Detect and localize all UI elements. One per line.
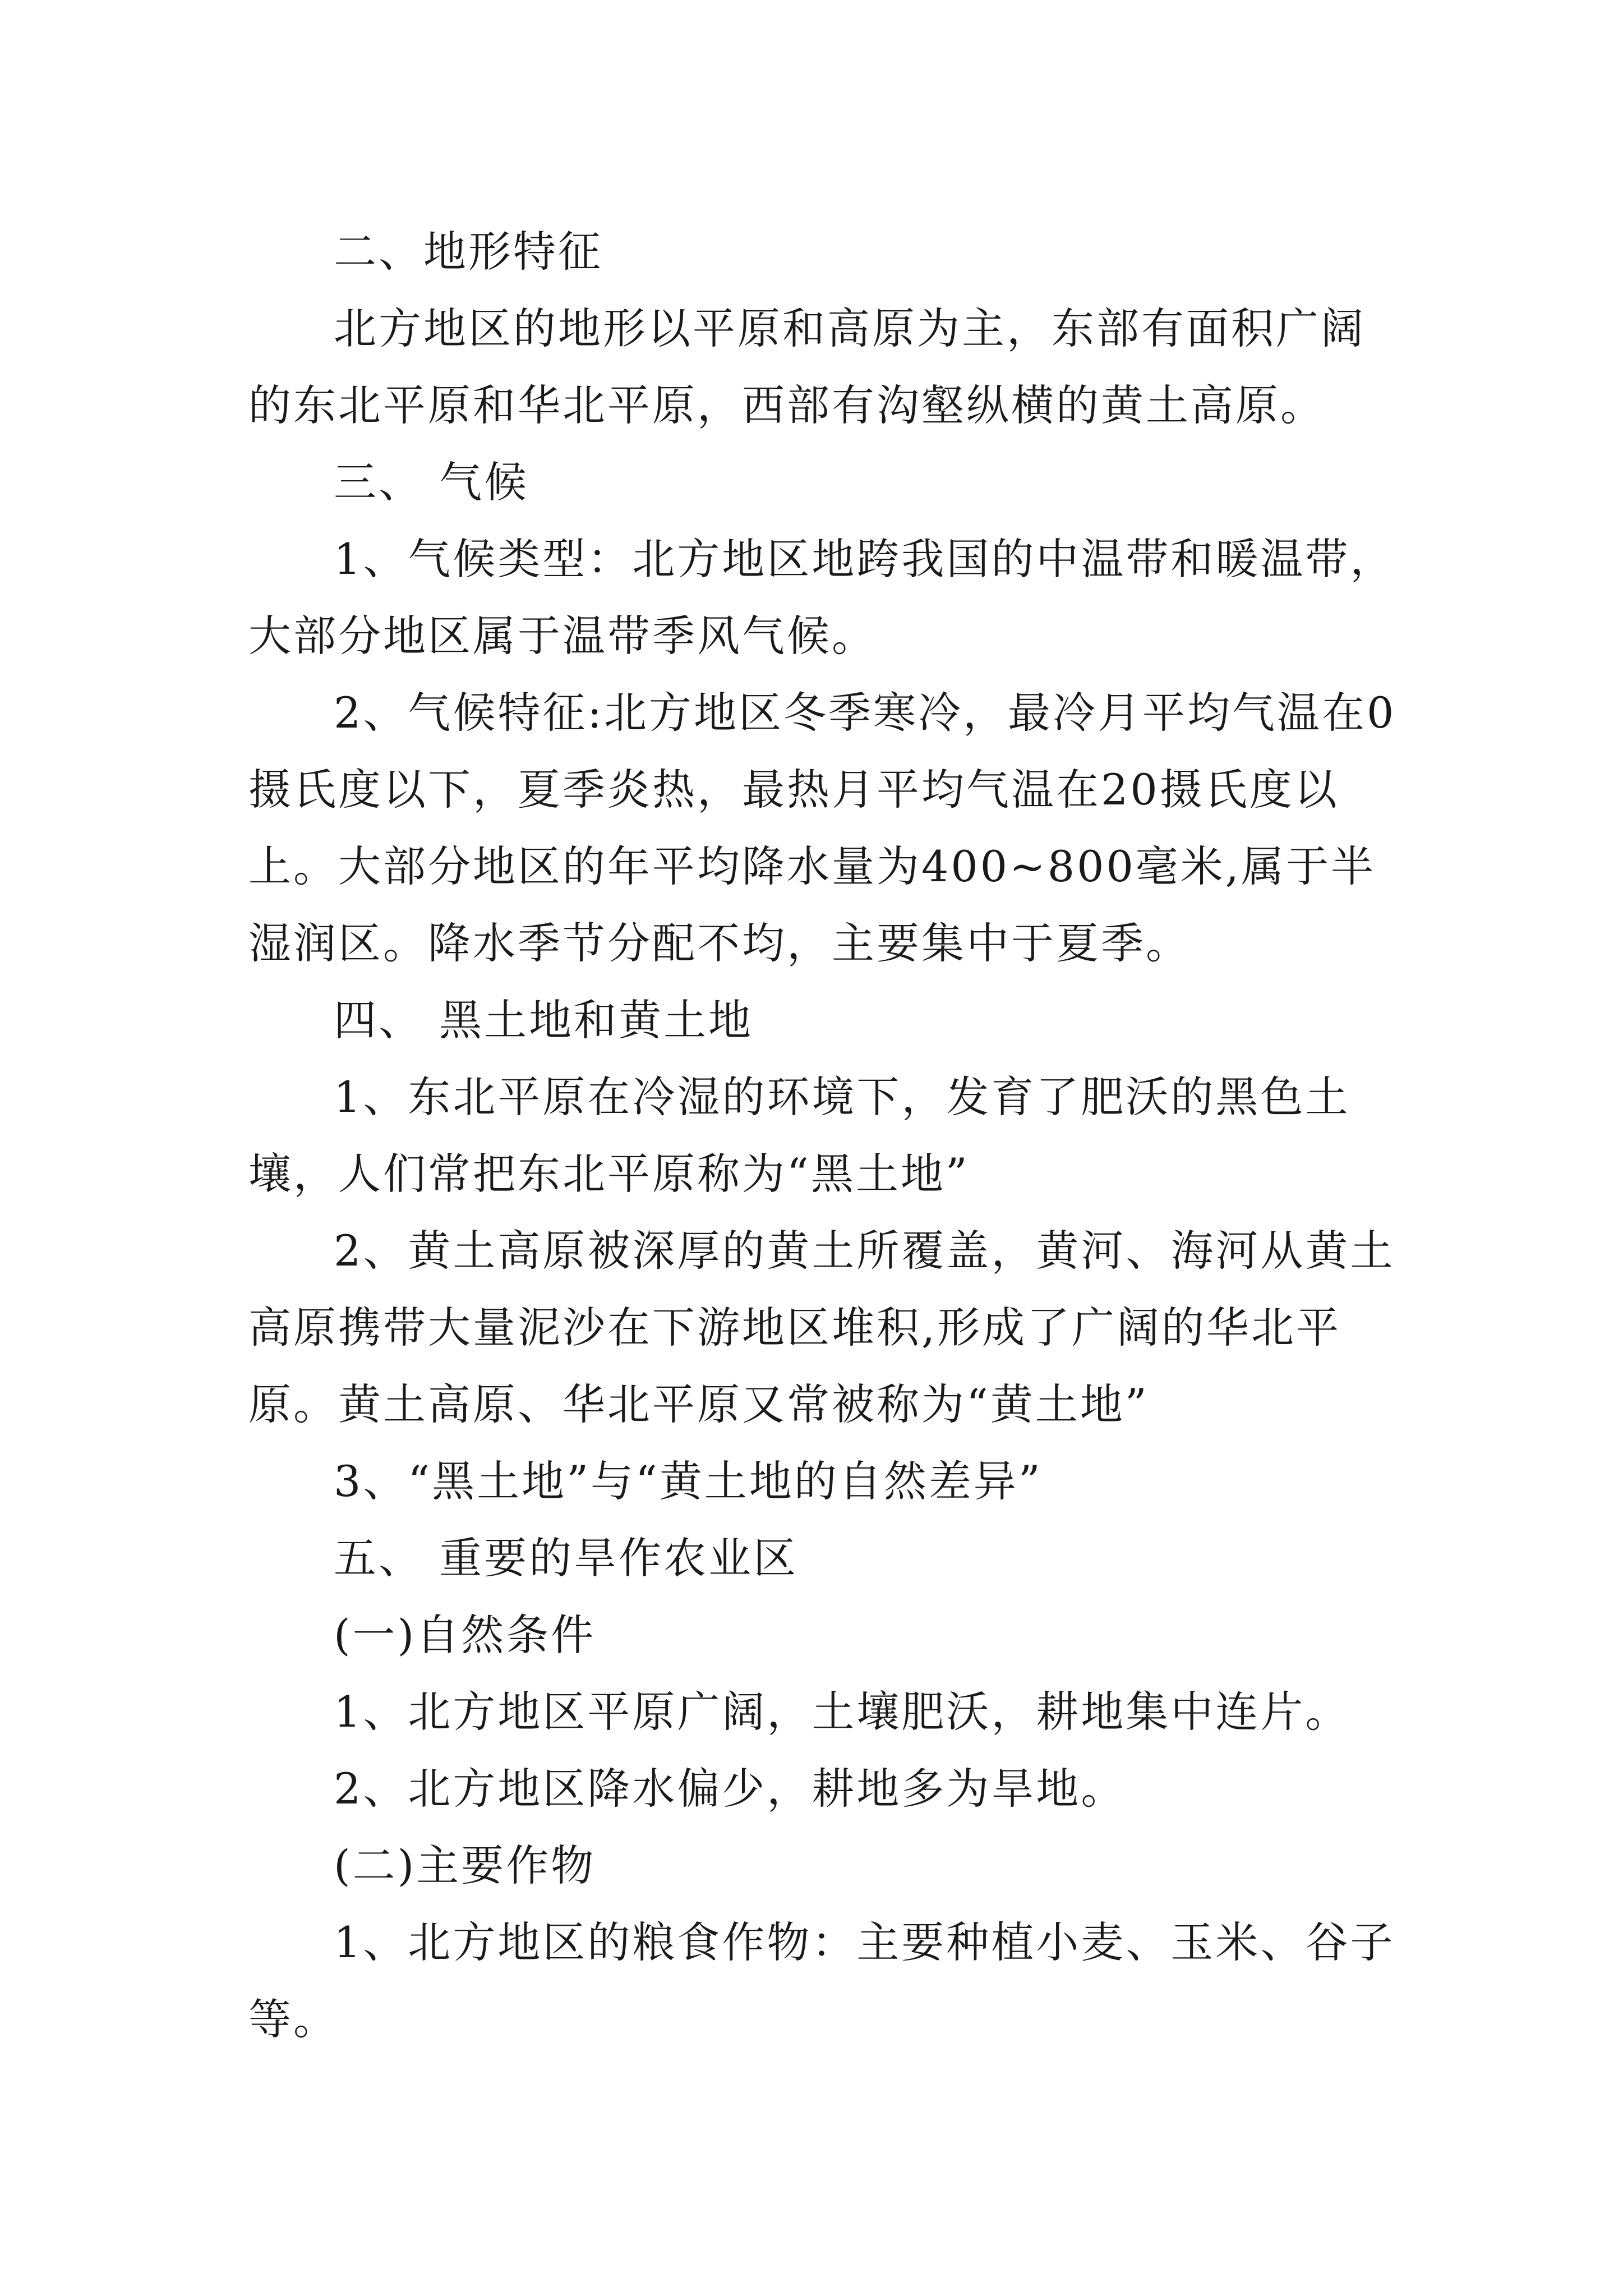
section-heading-climate: 三、 气候 [334,457,529,507]
document-body [248,213,1404,2058]
condition-1-paragraph: 1、北方地区平原广阔，土壤肥沃，耕地集中连片。 [334,1687,1350,1737]
section-heading-agriculture: 五、 重要的旱作农业区 [334,1533,799,1583]
condition-2-paragraph: 2、北方地区降水偏少，耕地多为旱地。 [334,1764,1126,1814]
subheading-main-crops: (二)主要作物 [334,1841,596,1890]
yellow-soil-paragraph: 2、黄土高原被深厚的黄土所覆盖，黄河、海河从黄土高原携带大量泥沙在下游地区堆积,形成了广阔的华北平原。黄土高原、华北平原又常被称为“黄土地” [248,1226,1395,1429]
subheading-natural-conditions: (一)自然条件 [334,1610,596,1660]
section-heading-terrain: 二、地形特征 [334,227,603,277]
climate-type-paragraph: 1、气候类型：北方地区地跨我国的中温带和暖温带，大部分地区属于温带季风气候。 [248,534,1395,661]
crops-1-paragraph: 1、北方地区的粮食作物：主要种植小麦、玉米、谷子等。 [248,1917,1395,2044]
soil-difference-paragraph: 3、“黑土地”与“黄土地的自然差异” [334,1456,1043,1506]
terrain-paragraph: 北方地区的地形以平原和高原为主，东部有面积广阔的东北平原和华北平原，西部有沟壑纵横的黄土高原。 [248,303,1366,430]
section-heading-soil: 四、 黑土地和黄土地 [334,995,754,1045]
black-soil-paragraph: 1、东北平原在冷湿的环境下，发育了肥沃的黑色土壤，人们常把东北平原称为“黑土地” [248,1072,1350,1199]
climate-feature-paragraph: 2、气候特征:北方地区冬季寒冷，最冷月平均气温在0摄氏度以下，夏季炎热，最热月平均气温在20摄氏度以上。大部分地区的年平均降水量为400~800毫米,属于半湿润区。降水季节分配不均，主要集中于夏季。 [248,688,1396,968]
